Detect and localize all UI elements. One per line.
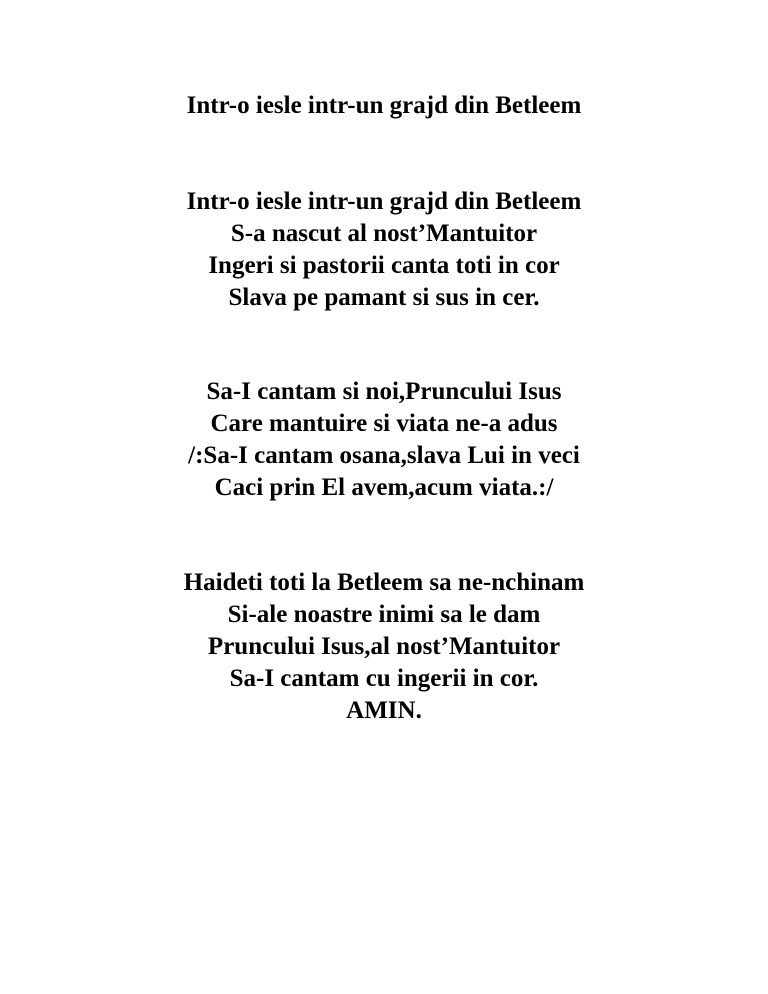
closing-amen: AMIN. — [346, 697, 422, 724]
song-title: Intr-o iesle intr-un grajd din Betleem — [186, 92, 582, 119]
stanza-line: S-a nascut al nost’Mantuitor — [230, 220, 538, 247]
stanza-line: Pruncului Isus,al nost’Mantuitor — [207, 633, 561, 660]
stanza-line: Haideti toti la Betleem sa ne-nchinam — [183, 569, 585, 596]
stanza-line: Sa-I cantam si noi,Pruncului Isus — [206, 378, 562, 405]
stanza-1 — [0, 186, 768, 314]
stanza-line: Slava pe pamant si sus in cer. — [228, 284, 540, 311]
stanza-line: Intr-o iesle intr-un grajd din Betleem — [186, 188, 582, 215]
stanza-line: Si-ale noastre inimi sa le dam — [227, 601, 541, 628]
stanza-line: /:Sa-I cantam osana,slava Lui in veci — [188, 442, 580, 469]
stanza-line: Sa-I cantam cu ingerii in cor. — [229, 665, 539, 692]
stanza-line: Caci prin El avem,acum viata.:/ — [214, 474, 554, 501]
stanza-2 — [0, 376, 768, 504]
stanza-3 — [0, 567, 768, 727]
stanza-line: Care mantuire si viata ne-a adus — [210, 410, 558, 437]
stanza-line: Ingeri si pastorii canta toti in cor — [208, 252, 560, 279]
